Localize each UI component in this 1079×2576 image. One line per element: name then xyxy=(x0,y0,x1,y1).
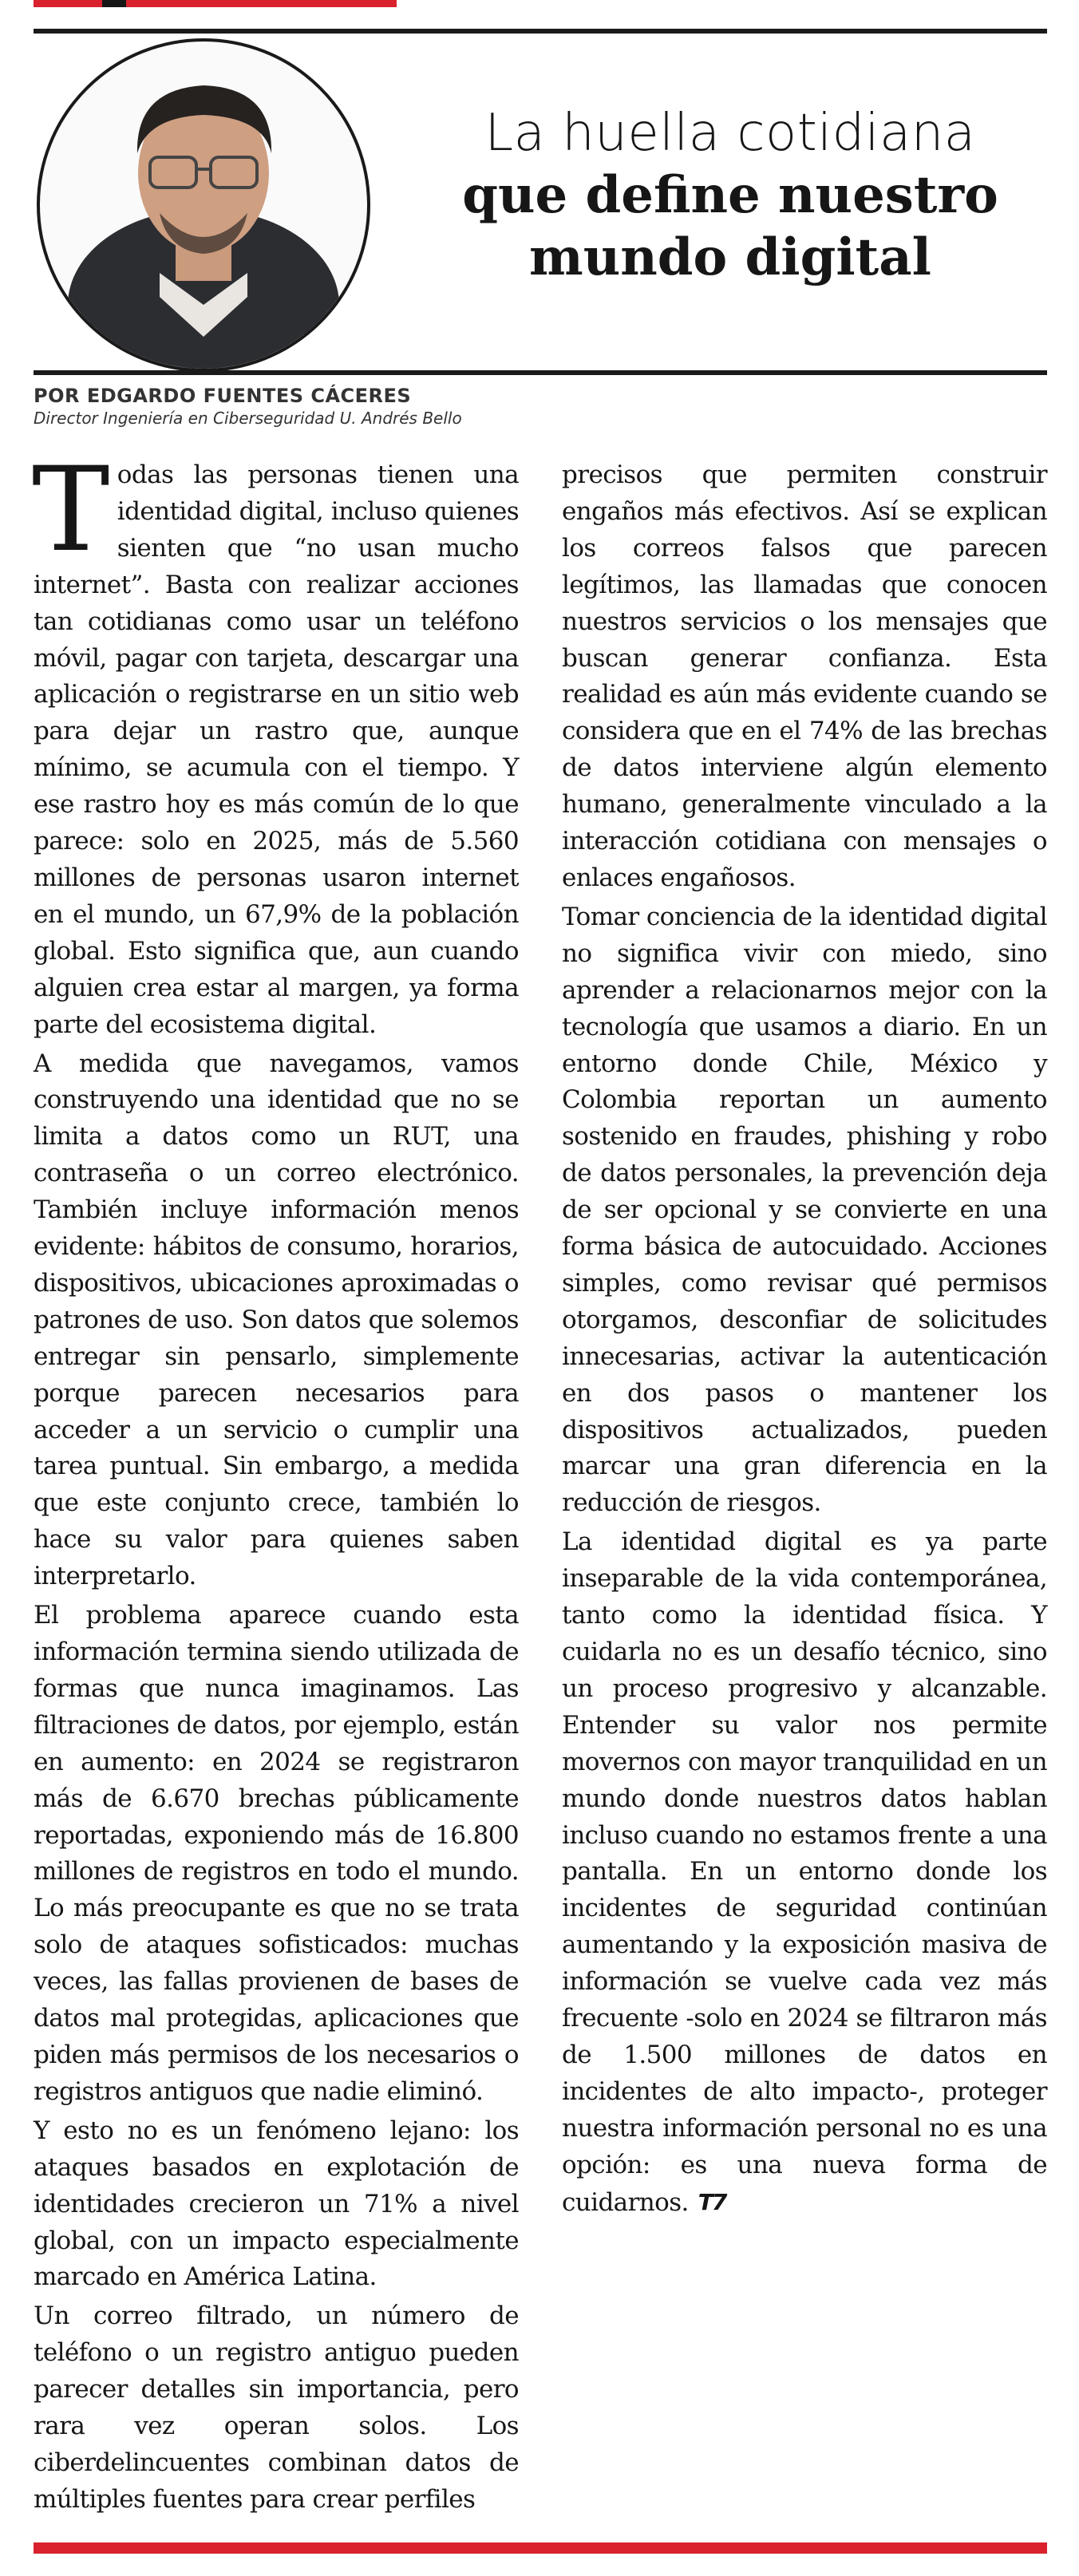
paragraph-text: odas las personas tienen una identidad digital, incluso quienes sienten que “no usan mucho internet”. Basta con realizar acciones tan cotidianas como usar un teléfono móvil, pagar con tarjeta, descargar una aplicación o registrarse en un sitio web para dejar un rastro que, aunque mínimo, se acumula con el tiempo. Y ese rastro hoy es más común de lo que parece: solo en 2025, más de 5.560 millones de personas usaron internet en el mundo, un 67,9% de la población global. Esto significa que, aun cuando alguien crea estar al margen, ya forma parte del ecosistema digital. xyxy=(34,460,519,1039)
paragraph: precisos que permiten construir engaños más efectivos. Así se explican los correos falsos que parecen legítimos, las llamadas que conocen nuestros servicios o los mensajes que buscan generar confianza. Esta realidad es aún más evidente cuando se considera que en el 74% de las brechas de datos interviene algún elemento humano, generalmente vinculado a la interacción cotidiana con mensajes o enlaces engañosos. xyxy=(562,460,1047,892)
top-rule xyxy=(34,29,1047,34)
author-role: Director Ingeniería en Ciberseguridad U. Andrés Bello xyxy=(34,409,462,428)
paragraph: El problema aparece cuando esta información termina siendo utilizada de formas que nunca imaginamos. Las filtraciones de datos, por ejemplo, están en aumento: en 2024 se registraron más de 6.670 brechas públicamente reportadas, exponiendo más de 16.800 millones de registros en todo el mundo. Lo más preocupante es que no se trata solo de ataques sofisticados: muchas veces, las fallas provienen de bases de datos mal protegidas, aplicaciones que piden más permisos de los necesarios o registros antiguos que nadie eliminó. xyxy=(34,1601,519,2106)
article-title xyxy=(431,102,1030,289)
paragraph-text: La identidad digital es ya parte inseparable de la vida contemporánea, tanto como la identidad física. Y cuidarla no es un desafío técnico, sino un proceso progresivo y alcanzable. Entender su valor nos permite movernos con mayor tranquilidad en un mundo donde nuestros datos hablan incluso cuando no estamos frente a una pantalla. En un entorno donde los incidentes de seguridad continúan aumentando y la exposición masiva de información se vuelve cada vez más frecuente -solo en 2024 se filtraron más de 1.500 millones de datos en incidentes de alto impacto-, proteger nuestra información personal no es una opción: es una nueva forma de cuidarnos. xyxy=(562,1527,1047,2217)
bottom-red-bar xyxy=(34,2542,1047,2554)
end-mark-logo: T7 xyxy=(698,2188,726,2215)
article-column-right xyxy=(562,457,1047,2224)
paragraph: Tomar conciencia de la identidad digital no significa vivir con miedo, sino aprender a relacionarnos mejor con la tecnología que usamos a diario. En un entorno donde Chile, México y Colombia reportan un aumento sostenido en fraudes, phishing y robo de datos personales, la prevención deja de ser opcional y se convierte en una forma básica de autocuidado. Acciones simples, como revisar qué permisos otorgamos, desconfiar de solicitudes innecesarias, activar la autenticación en dos pasos o mantener los dispositivos actualizados, pueden marcar una gran diferencia en la reducción de riesgos. xyxy=(562,902,1047,1518)
top-black-mark xyxy=(102,0,126,7)
paragraph: A medida que navegamos, vamos construyendo una identidad que no se limita a datos como un RUT, una contraseña o un correo electrónico. También incluye información menos evidente: hábitos de consumo, horarios, dispositivos, ubicaciones aproximadas o patrones de uso. Son datos que solemos entregar sin pensarlo, simplemente porque parecen necesarios para acceder a un servicio o cumplir una tarea puntual. Sin embargo, a medida que este conjunto crece, también lo hace su valor para quienes saben interpretarlo. xyxy=(34,1049,519,1591)
header-rule xyxy=(34,370,1047,375)
author-photo xyxy=(37,38,370,372)
author-byline: POR EDGARDO FUENTES CÁCERES xyxy=(34,385,412,407)
drop-cap: T xyxy=(32,442,109,578)
title-line-3: mundo digital xyxy=(529,227,931,287)
title-line-2: que define nuestro xyxy=(462,165,998,225)
top-red-bar xyxy=(34,0,397,7)
paragraph: Y esto no es un fenómeno lejano: los ataques basados en explotación de identidades crecieron un 71% a nivel global, con un impacto especialmente marcado en América Latina. xyxy=(34,2116,519,2292)
paragraph xyxy=(562,1524,1047,2221)
paragraph xyxy=(32,442,519,1044)
author-portrait-illustration xyxy=(40,41,367,369)
title-line-1: La huella cotidiana xyxy=(484,104,976,163)
paragraph: Un correo filtrado, un número de teléfono o un registro antiguo pueden parecer detalles sin importancia, pero rara vez operan solos. Los ciberdelincuentes combinan datos de múltiples fuentes para crear perfiles xyxy=(34,2301,519,2514)
article-column-left xyxy=(32,442,519,2521)
